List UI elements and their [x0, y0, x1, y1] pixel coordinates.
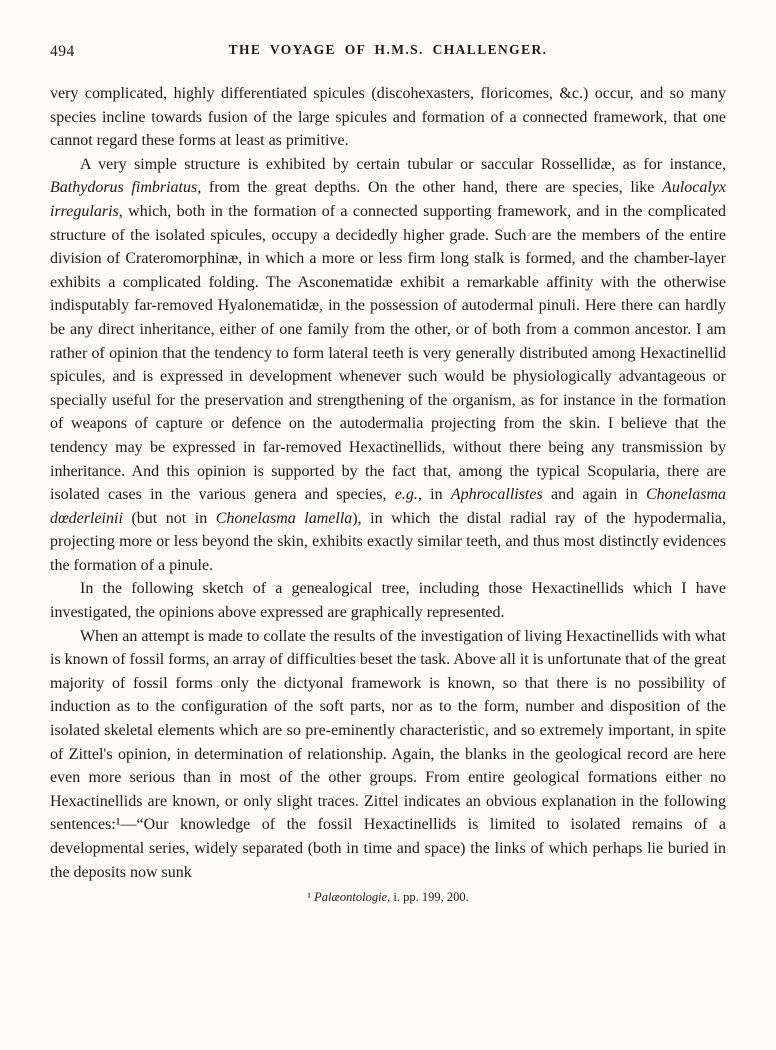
italic-text-run: e.g.,: [394, 486, 422, 504]
page-body: [50, 82, 726, 884]
page-number: 494: [50, 43, 75, 60]
paragraph: [50, 577, 726, 624]
italic-text-run: Chonelasma lamella: [215, 509, 353, 527]
italic-text-run: Chonelasma dœderleinii: [50, 486, 726, 527]
italic-text-run: Palæontologie,: [314, 890, 391, 905]
footnote: [50, 889, 726, 905]
text-run: and again in: [542, 486, 646, 504]
paragraph: [50, 82, 726, 153]
italic-text-run: Aphrocallistes: [450, 486, 543, 504]
italic-text-run: Aulocalyx irregularis,: [50, 179, 727, 220]
text-run: A very simple structure is exhibited by certain tubular or saccular Rossellidæ, as for instance,: [80, 155, 726, 173]
text-run: ), in which the distal radial ray of the hypodermalia, projecting more or less beyond the skin, exhibits exactly similar teeth, and thus most distinctly evidences the formation of a pinule.: [50, 509, 726, 574]
italic-text-run: Bathydorus fimbriatus,: [50, 179, 202, 197]
text-run: i. pp. 199, 200.: [390, 890, 469, 905]
text-run: which, both in the formation of a connected supporting framework, and in the complicated structure of the isolated spicules, occupy a decidedly higher grade. Such are the members of the entire division of Crateromorphinæ, in which a more or less firm long stalk is formed, and the chamber-layer exhibits a complicated folding. The Asconematidæ exhibit a remarkable affinity with the otherwise indisputably far-removed Hyalonematidæ, in the possession of autodermal pinuli. Here there can hardly be any direct inheritance, either of one family from the other, or of both from a common ancestor. I am rather of opinion that the tendency to form lateral teeth is very generally distributed among Hexactinellid spicules, and is expressed in development whenever such would be physiologically advantageous or specially useful for the preservation and strengthening of the organism, as for instance in the formation of weapons of capture or defence on the autodermalia projecting from the skin. I believe that the tendency may be expressed in far-removed Hexactinellids, without there being any transmission by inheritance. And this opinion is supported by the fact that, among the typical Scopularia, there are isolated cases in the various genera and species,: [50, 202, 726, 504]
text-run: in: [421, 486, 451, 504]
text-run: In the following sketch of a genealogical tree, including those Hexactinellids which I have investigated, the opinions above expressed are graphically represented.: [50, 580, 726, 622]
page-header: [50, 42, 726, 62]
text-run: ¹: [307, 890, 315, 905]
text-run: When an attempt is made to collate the results of the investigation of living Hexactinellids with what is known of fossil forms, an array of difficulties beset the task. Above all it is unfortunate that of the great majority of fossil forms only the dictyonal framework is known, so that there is no possibility of induction as to the configuration of the soft parts, nor as to the form, number and disposition of the isolated skeletal elements which are so pre-eminently characteristic, and so extremely important, in spite of Zittel's opinion, in determination of relationship. Again, the blanks in the geological record are here even more serious than in most of the other groups. From entire geological formations either no Hexactinellids are known, or only slight traces. Zittel indicates an obvious explanation in the following sentences:¹—“Our knowledge of the fossil Hexactinellids is limited to isolated remains of a developmental series, widely separated (both in time and space) the links of which perhaps lie buried in the deposits now sunk: [50, 627, 726, 881]
text-run: very complicated, highly differentiated spicules (discohexasters, floricomes, &c.) occur, and so many species incline towards fusion of the large spicules and formation of a connected framework, that one cannot regard these forms at least as primitive.: [50, 85, 726, 150]
text-run: (but not in: [122, 509, 216, 527]
running-title: THE VOYAGE OF H.M.S. CHALLENGER.: [228, 42, 548, 57]
text-run: from the great depths. On the other hand, there are species, like: [201, 179, 663, 197]
paragraph: [50, 625, 726, 885]
paragraph: [50, 153, 726, 578]
